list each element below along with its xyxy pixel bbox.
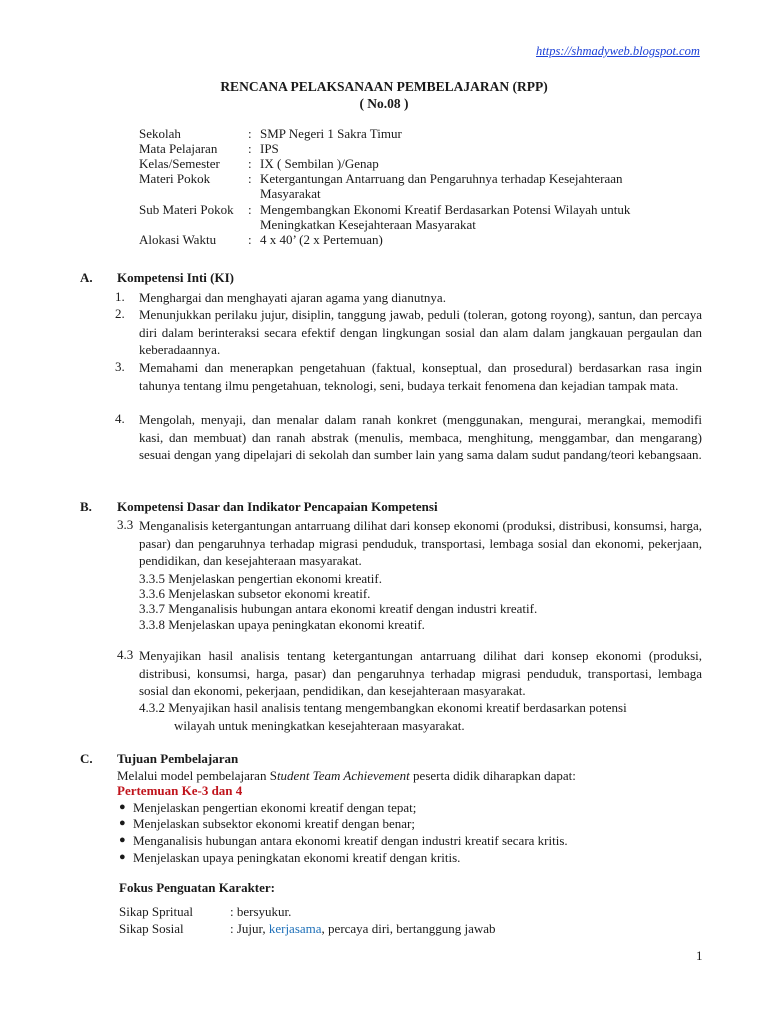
identity-value-time: 4 x 40’ (2 x Pertemuan): [260, 232, 383, 247]
identity-label-subtopic: Sub Materi Pokok: [139, 202, 234, 217]
indicator-item: 4.3.2 Menyajikan hasil analisis tentang mengembangkan ekonomi kreatif berdasarkan potensi: [139, 700, 627, 715]
identity-colon: :: [248, 126, 252, 141]
section-b-letter: B.: [80, 499, 92, 514]
document-title: RENCANA PELAKSANAAN PEMBELAJARAN (RPP): [220, 79, 548, 94]
social-value-pre: : Jujur,: [230, 921, 269, 936]
identity-colon: :: [248, 141, 252, 156]
identity-colon: :: [248, 232, 252, 247]
ki-text: Menghargai dan menghayati ajaran agama yang dianutnya.: [139, 290, 446, 305]
objective-item: Menjelaskan pengertian ekonomi kreatif dengan tepat;: [133, 800, 417, 815]
kd-text: Menyajikan hasil analisis tentang ketergantungan antarruang dilihat dari konsep ekonomi (produksi, distribusi, konsumsi, harga, pasar) dan pengaruhnya terhadap migrasi penduduk, transportasi, lembaga sosial dan ekonomi, pekerjaan, pendidikan, dan kesejahteraan masyarakat.: [139, 648, 702, 698]
objective-intro-post: peserta didik diharapkan dapat:: [409, 768, 576, 783]
character-title: Fokus Penguatan Karakter:: [119, 880, 275, 895]
indicator-item: 3.3.6 Menjelaskan subsetor ekonomi kreatif.: [139, 586, 371, 601]
section-a-title: Kompetensi Inti (KI): [117, 270, 234, 285]
ki-number: 1.: [115, 289, 125, 304]
identity-value-subtopic-cont: Meningkatkan Kesejahteraan Masyarakat: [260, 217, 476, 232]
identity-label-school: Sekolah: [139, 126, 181, 141]
kd-number: 3.3: [117, 517, 134, 532]
indicator-item-cont: wilayah untuk meningkatkan kesejahteraan masyarakat.: [174, 718, 465, 733]
identity-label-time: Alokasi Waktu: [139, 232, 217, 247]
identity-colon: :: [248, 202, 252, 217]
ki-number: 4.: [115, 411, 125, 426]
kd-text: Menganalisis ketergantungan antarruang dilihat dari konsep ekonomi (produksi, distribusi, konsumsi, harga, pasar) dan pengaruhnya terhadap migrasi penduduk, transportasi, lembaga sosial dan ekonomi, pekerjaan, pendidikan, dan kesejahteraan masyarakat.: [139, 518, 702, 568]
page-number: 1: [696, 948, 703, 963]
model-name: tudent Team Achievement: [276, 768, 410, 783]
indicator-item: 3.3.5 Menjelaskan pengertian ekonomi kreatif.: [139, 571, 382, 586]
objective-intro-pre: Melalui model pembelajaran S: [117, 768, 277, 783]
identity-colon: :: [248, 156, 252, 171]
section-b-title: Kompetensi Dasar dan Indikator Pencapaian Kompetensi: [117, 499, 438, 514]
objective-item: Menganalisis hubungan antara ekonomi kreatif dengan industri kreatif secara kritis.: [133, 833, 568, 848]
character-value-social: [230, 921, 496, 937]
bullet-icon: ●: [119, 801, 126, 813]
identity-label-topic: Materi Pokok: [139, 171, 211, 186]
bullet-icon: ●: [119, 834, 126, 846]
identity-value-subject: IPS: [260, 141, 279, 156]
bullet-icon: ●: [119, 817, 126, 829]
character-value-spiritual: : bersyukur.: [230, 904, 292, 919]
ki-number: 3.: [115, 359, 125, 374]
identity-colon: :: [248, 171, 252, 186]
indicator-item: 3.3.8 Menjelaskan upaya peningkatan ekonomi kreatif.: [139, 617, 425, 632]
identity-value-topic: Ketergantungan Antarruang dan Pengaruhnya terhadap Kesejahteraan: [260, 171, 623, 186]
character-label-spiritual: Sikap Spritual: [119, 904, 194, 919]
indicator-item: 3.3.7 Menganalisis hubungan antara ekonomi kreatif dengan industri kreatif.: [139, 601, 538, 616]
section-c-title: Tujuan Pembelajaran: [117, 751, 239, 766]
character-label-social: Sikap Sosial: [119, 921, 184, 936]
kd-number: 4.3: [117, 647, 134, 662]
identity-value-class: IX ( Sembilan )/Genap: [260, 156, 379, 171]
ki-number: 2.: [115, 306, 125, 321]
objective-intro: [117, 768, 576, 784]
objective-item: Menjelaskan subsektor ekonomi kreatif dengan benar;: [133, 816, 415, 831]
document-number: ( No.08 ): [359, 96, 409, 111]
ki-text: Menunjukkan perilaku jujur, disiplin, tanggung jawab, peduli (toleran, gotong royong), santun, dan percaya diri dalam berinteraksi secara efektif dengan lingkungan sosial dan alam dalam jangkauan pergaulan dan keberadaannya.: [139, 307, 702, 357]
identity-value-school: SMP Negeri 1 Sakra Timur: [260, 126, 402, 141]
ki-text: Memahami dan menerapkan pengetahuan (faktual, konseptual, dan prosedural) berdasarkan rasa ingin tahunya tentang ilmu pengetahuan, teknologi, seni, budaya terkait fenomena dan kejadian tampak mata.: [139, 360, 702, 393]
identity-label-subject: Mata Pelajaran: [139, 141, 218, 156]
section-c-letter: C.: [80, 751, 93, 766]
blog-url-link[interactable]: https://shmadyweb.blogspot.com: [536, 44, 700, 58]
kerjasama-link[interactable]: kerjasama: [268, 921, 322, 936]
identity-label-class: Kelas/Semester: [139, 156, 220, 171]
identity-value-topic-cont: Masyarakat: [260, 186, 321, 201]
identity-value-subtopic: Mengembangkan Ekonomi Kreatif Berdasarkan Potensi Wilayah untuk: [260, 202, 631, 217]
objective-item: Menjelaskan upaya peningkatan ekonomi kreatif dengan kritis.: [133, 850, 461, 865]
meeting-label: Pertemuan Ke-3 dan 4: [117, 783, 243, 798]
ki-text: Mengolah, menyaji, dan menalar dalam ranah konkret (menggunakan, mengurai, merangkai, memodifi kasi, dan membuat) dan ranah abstrak (menulis, membaca, menghitung, menggambar, dan mengarang) sesuai dengan yang dipelajari di sekolah dan sumber lain yang sama dalam sudut pandang/teori kebangsaan.: [139, 412, 702, 462]
section-a-letter: A.: [80, 270, 93, 285]
bullet-icon: ●: [119, 851, 126, 863]
social-value-post: , percaya diri, bertanggung jawab: [321, 921, 496, 936]
